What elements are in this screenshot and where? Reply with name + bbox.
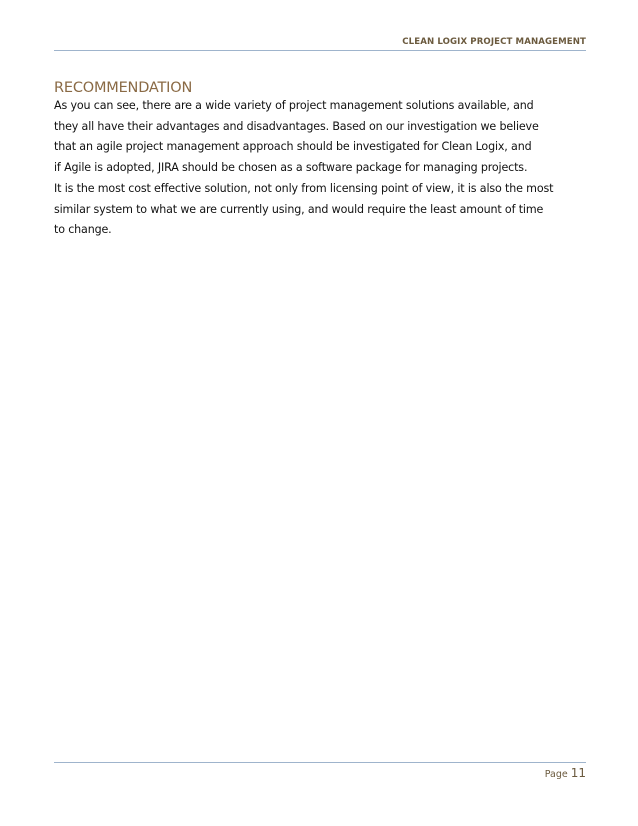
body-line: similar system to what we are currently using, and would require the least amount of time <box>54 202 544 216</box>
header-divider <box>54 50 586 51</box>
page-number-value: 11 <box>570 766 586 780</box>
footer-divider <box>54 762 586 763</box>
section-heading: RECOMMENDATION <box>54 80 193 96</box>
body-line: that an agile project management approach should be investigated for Clean Logix, and <box>54 140 532 154</box>
page-number <box>545 764 586 783</box>
body-line: if Agile is adopted, JIRA should be chosen as a software package for managing projects. <box>54 161 528 175</box>
body-line: As you can see, there are a wide variety of project management solutions available, and <box>54 99 534 112</box>
body-line: to change. <box>54 223 112 237</box>
header-title: CLEAN LOGIX PROJECT MANAGEMENT <box>402 37 586 47</box>
body-paragraph <box>54 96 594 241</box>
body-line: It is the most cost effective solution, not only from licensing point of view, it is also the most <box>54 181 554 195</box>
page-header <box>54 36 586 52</box>
body-line: they all have their advantages and disadvantages. Based on our investigation we believe <box>54 119 539 133</box>
page-label: Page <box>544 769 568 780</box>
